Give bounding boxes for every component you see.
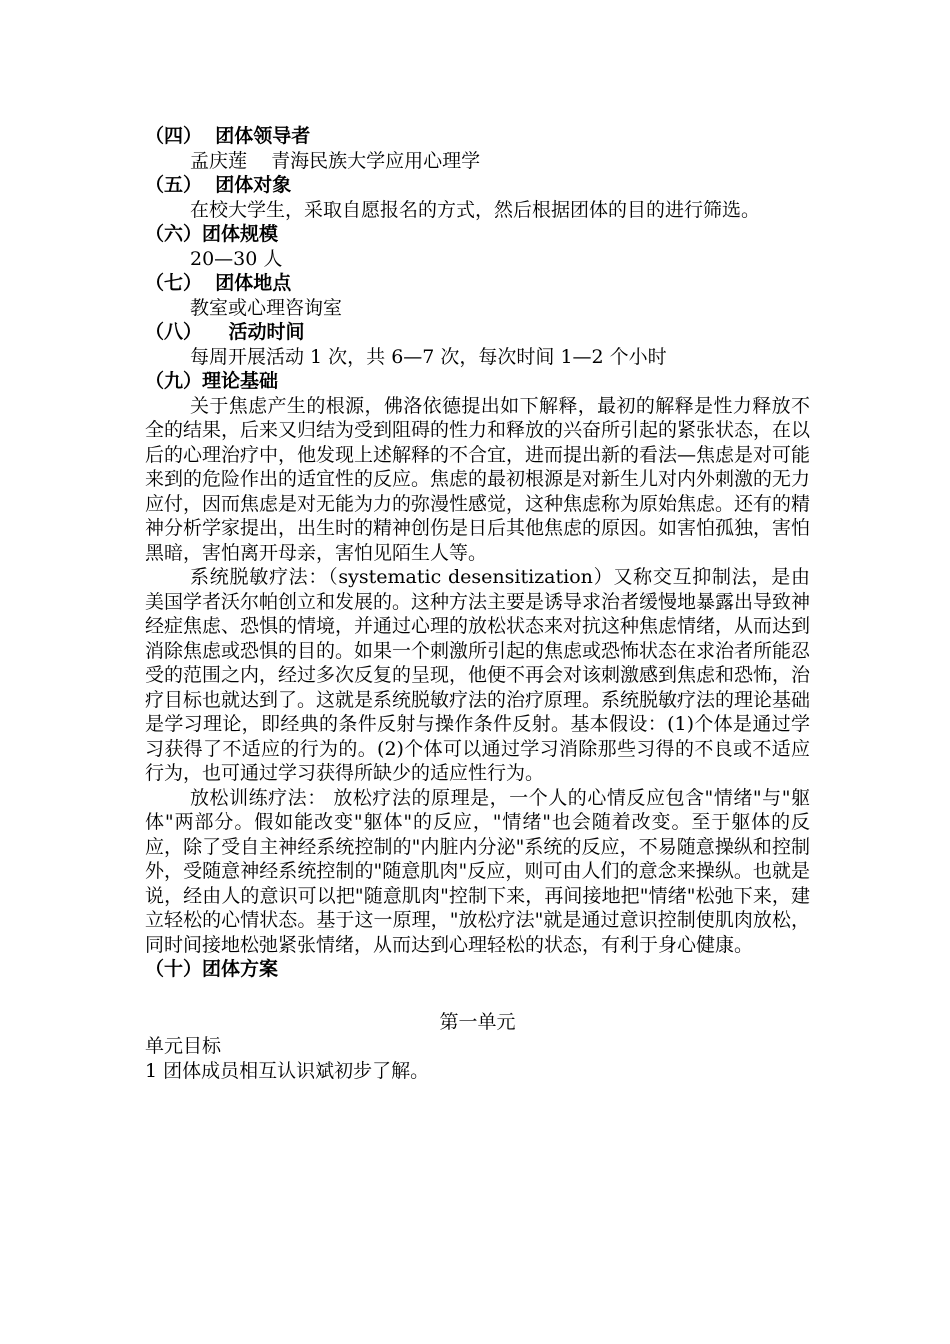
theory-paragraph-anxiety: 关于焦虑产生的根源，佛洛依德提出如下解释，最初的解释是性力释放不全的结果，后来又归结为受到阻碍的性力和释放的兴奋所引起的紧张状态，在以后的心理治疗中，他发现上述解释的不合宜，进而提出新的看法—焦虑是对可能来到的危险作出的适宜性的反应。焦虑的最初根源是对新生儿对内外刺激的无力应付，因而焦虑是对无能为力的弥漫性感觉，这种焦虑称为原始焦虑。还有的精神分析学家提出，出生时的精神创伤是日后其他焦虑的原因。如害怕孤独，害怕黑暗，害怕离开母亲，害怕见陌生人等。 bbox=[145, 394, 811, 564]
unit-goal-label: 单元目标 bbox=[145, 1035, 222, 1057]
time-line: 每周开展活动 1 次，共 6—7 次，每次时间 1—2 个小时 bbox=[190, 345, 667, 368]
unit-goal-item: 1 团体成员相互认识斌初步了解。 bbox=[145, 1059, 430, 1082]
scale-heading: （六）团体规模 bbox=[145, 223, 279, 245]
document-body bbox=[145, 124, 810, 1083]
plan-heading: （十）团体方案 bbox=[145, 958, 279, 980]
leader-line: 孟庆莲 青海民族大学应用心理学 bbox=[190, 149, 481, 172]
leader-heading: （四） 团体领导者 bbox=[145, 125, 311, 147]
place-line: 教室或心理咨询室 bbox=[190, 296, 343, 319]
theory-paragraph-desensitization: 系统脱敏疗法：（systematic desensitization）又称交互抑制法，是由美国学者沃尔帕创立和发展的。这种方法主要是诱导求治者缓慢地暴露出导致神经症焦虑、恐惧的情境，并通过心理的放松状态来对抗这种焦虑情绪，从而达到消除焦虑或恐惧的目的。如果一个刺激所引起的焦虑或恐怖状态在求治者所能忍受的范围之内，经过多次反复的呈现，他便不再会对该刺激感到焦虑和恐怖，治疗目标也就达到了。这就是系统脱敏疗法的治疗原理。系统脱敏疗法的理论基础是学习理论，即经典的条件反射与操作条件反射。基本假设：(1)个体是通过学习获得了不适应的行为的。(2)个体可以通过学习消除那些习得的不良或不适应行为，也可通过学习获得所缺少的适应性行为。 bbox=[145, 566, 811, 784]
target-paragraph: 在校大学生，采取自愿报名的方式，然后根据团体的目的进行筛选。 bbox=[190, 198, 761, 221]
theory-paragraph-relaxation: 放松训练疗法： 放松疗法的原理是，一个人的心情反应包含"情绪"与"躯体"两部分。假如能改变"躯体"的反应，"情绪"也会随着改变。至于躯体的反应，除了受自主神经系统控制的"内脏内分泌"系统的反应，不易随意操纵和控制外，受随意神经系统控制的"随意肌肉"反应，则可由人们的意念来操纵。也就是说，经由人的意识可以把"随意肌肉"控制下来，再间接地把"情绪"松弛下来，建立轻松的心情状态。基于这一原理，"放松疗法"就是通过意识控制使肌肉放松，同时间接地松弛紧张情绪，从而达到心理轻松的状态，有利于身心健康。 bbox=[145, 786, 810, 956]
target-heading: （五） 团体对象 bbox=[145, 174, 292, 196]
theory-heading: （九）理论基础 bbox=[145, 370, 279, 392]
time-heading: （八） 活动时间 bbox=[145, 321, 305, 343]
place-heading: （七） 团体地点 bbox=[145, 272, 292, 294]
unit-title: 第一单元 bbox=[439, 1010, 516, 1033]
scale-line: 20—30 人 bbox=[190, 247, 283, 270]
